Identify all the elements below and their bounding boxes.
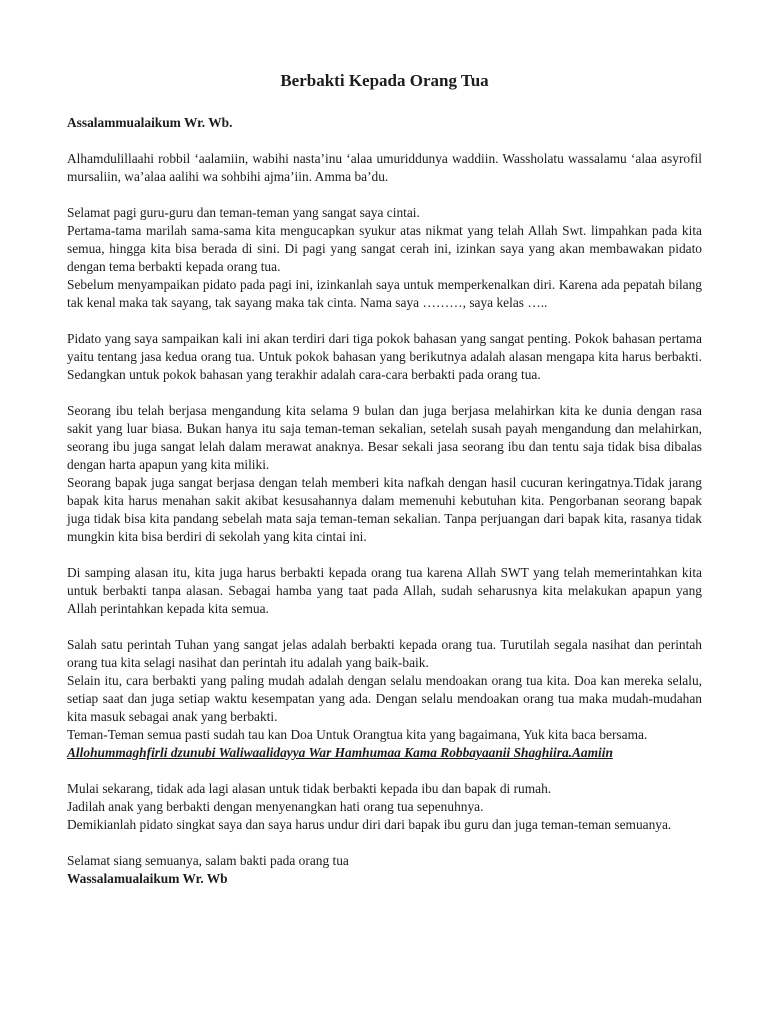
closing-line-2: Jadilah anak yang berbakti dengan menyenangkan hati orang tua sepenuhnya.	[67, 799, 484, 814]
opening-praise-paragraph: Alhamdulillaahi robbil ‘aalamiin, wabihi nasta’inu ‘alaa umuriddunya waddiin. Wassholatu wassalamu ‘alaa asyrofil mursaliin, wa’alaa aalihi wa sohbihi ajma’iin. Amma ba’du.	[67, 151, 702, 184]
mother-service-paragraph: Seorang ibu telah berjasa mengandung kita selama 9 bulan dan juga berjasa melahirkan kita ke dunia dengan rasa sakit yang luar biasa. Bukan hanya itu saja teman-teman sekalian, setelah susah payah mengandung dan melahirkan, seorang ibu juga sangat lelah dalam merawat anaknya. Besar sekali jasa seorang ibu dan tentu saja tidak bisa dibalas dengan harta apapun yang kita miliki.	[67, 403, 702, 472]
overview-paragraph: Pidato yang saya sampaikan kali ini akan terdiri dari tiga pokok bahasan yang sangat penting. Pokok bahasan pertama yaitu tentang jasa kedua orang tua. Untuk pokok bahasan yang berikutnya adalah alasan mengapa kita harus berbakti. Sedangkan untuk pokok bahasan yang terakhir adalah cara-cara berbakti pada orang tua.	[67, 331, 702, 382]
gratitude-paragraph: Pertama-tama marilah sama-sama kita mengucapkan syukur atas nikmat yang telah Allah Swt. limpahkan pada kita semua, hingga kita bisa berada di sini. Di pagi yang sangat cerah ini, izinkan saya yang akan membawakan pidato dengan tema berbakti kepada orang tua.	[67, 223, 702, 274]
prayer-text: Allohummaghfirli dzunubi Waliwaalidayya War Hamhumaa Kama Robbayaanii Shaghiira.Aamiin	[67, 745, 613, 760]
father-service-paragraph: Seorang bapak juga sangat berjasa dengan telah memberi kita nafkah dengan hasil cucuran keringatnya.Tidak jarang bapak kita harus menahan sakit akibat kesusahannya dalam memenuhi kebutuhan kita. Pengorbanan seorang bapak juga tidak bisa kita pandang sebelah mata saja teman-teman sekalian. Tanpa perjuangan dari bapak kita, rasanya tidak mungkin kita bisa berdiri di sekolah yang kita cintai ini.	[67, 475, 702, 544]
closing-line-3: Demikianlah pidato singkat saya dan saya harus undur diri dari bapak ibu guru dan juga teman-teman semuanya.	[67, 817, 672, 832]
opening-salutation: Assalammualaikum Wr. Wb.	[67, 115, 233, 130]
pray-for-parents-paragraph: Selain itu, cara berbakti yang paling mudah adalah dengan selalu mendoakan orang tua kita. Doa kan mereka selalu, setiap saat dan juga setiap waktu kesempatan yang ada. Dengan selalu mendoakan orang tua maka mudah-mudahan kita masuk sebagai anak yang berbakti.	[67, 673, 702, 724]
closing-line-1: Mulai sekarang, tidak ada lagi alasan untuk tidak berbakti kepada ibu dan bapak di rumah.	[67, 781, 552, 796]
obey-parents-paragraph: Salah satu perintah Tuhan yang sangat jelas adalah berbakti kepada orang tua. Turutilah segala nasihat dan perintah orang tua kita selagi nasihat dan perintah itu adalah yang baik-baik.	[67, 637, 702, 670]
prayer-invitation-paragraph: Teman-Teman semua pasti sudah tau kan Doa Untuk Orangtua kita yang bagaimana, Yuk kita baca bersama.	[67, 727, 648, 742]
closing-salutation: Wassalamualaikum Wr. Wb	[67, 871, 228, 886]
introduction-paragraph: Sebelum menyampaikan pidato pada pagi ini, izinkanlah saya untuk memperkenalkan diri. Karena ada pepatah bilang tak kenal maka tak sayang, tak sayang maka tak cinta. Nama saya ………, saya kelas …..	[67, 277, 702, 310]
greeting-paragraph: Selamat pagi guru-guru dan teman-teman yang sangat saya cintai.	[67, 205, 420, 220]
farewell-line: Selamat siang semuanya, salam bakti pada orang tua	[67, 853, 349, 868]
reason-paragraph: Di samping alasan itu, kita juga harus berbakti kepada orang tua karena Allah SWT yang telah memerintahkan kita untuk berbakti tanpa alasan. Sebagai hamba yang taat pada Allah, sudah seharusnya kita melakukan apapun yang Allah perintahkan kepada kita semua.	[67, 565, 702, 616]
page-title: Berbakti Kepada Orang Tua	[280, 71, 489, 90]
